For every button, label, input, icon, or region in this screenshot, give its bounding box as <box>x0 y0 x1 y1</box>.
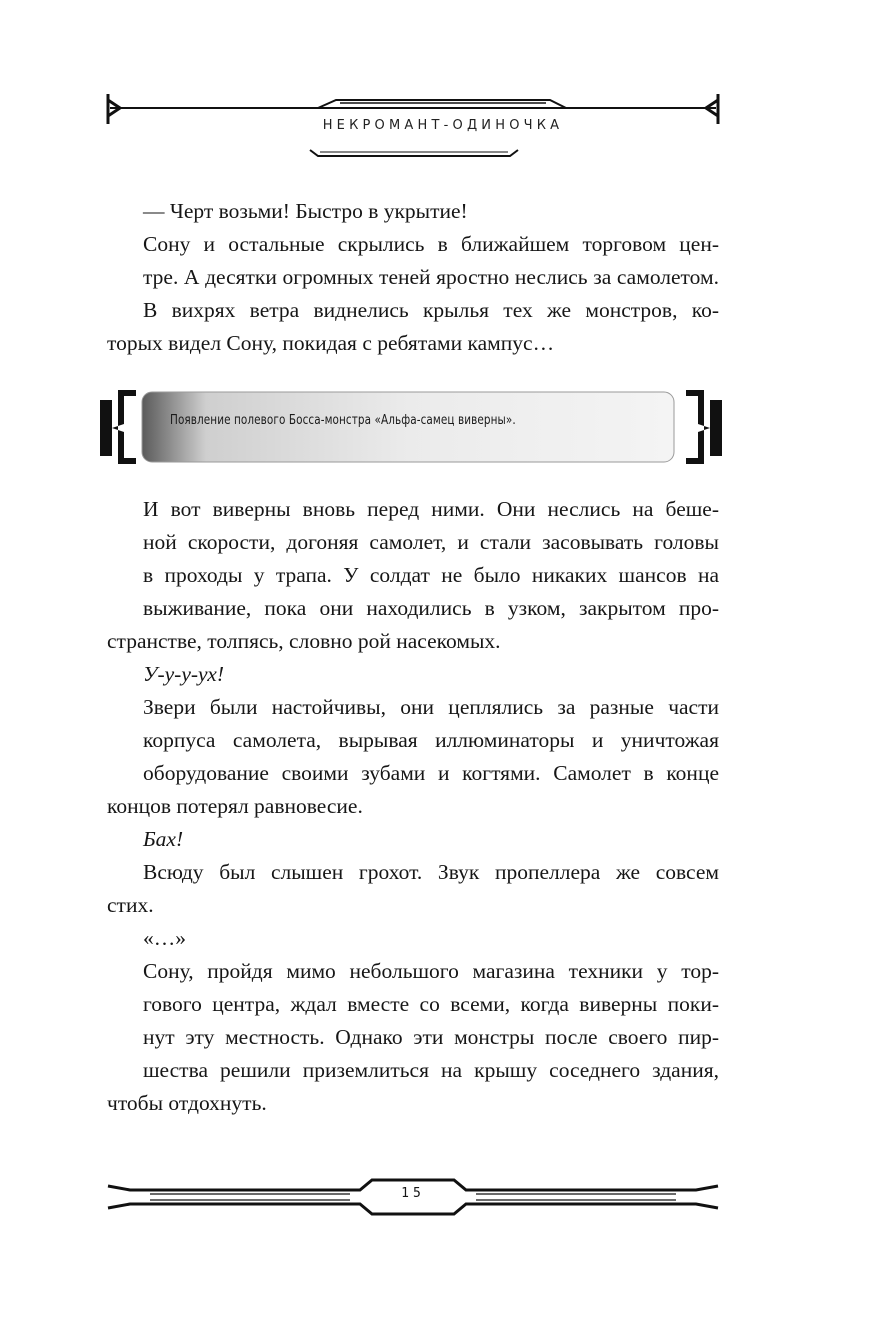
running-title: НЕКРОМАНТ-ОДИНОЧКА <box>322 118 564 133</box>
paragraph: — Черт возьми! Быстро в укрытие! <box>143 199 468 223</box>
paragraph: Звери были настойчивы, они цеплялись за разные части корпуса самолета, вырывая иллюминаторы и уничтожая оборудование своими зубами и когтями. Самолет в конце концов потерял равновесие. <box>107 695 719 818</box>
paragraph: «…» <box>143 926 186 950</box>
system-notice-box <box>0 0 886 480</box>
page-number: 15 <box>401 1186 425 1201</box>
paragraph: Сону, пройдя мимо небольшого магазина техники у тор- гового центра, ждал вместе со всеми, когда виверны поки- нут эту местность. Однако эти монстры после своего пир- шества решили приземлиться на крышу соседнего здания, чтобы отдохнуть. <box>107 959 719 1115</box>
paragraph-italic: Бах! <box>143 827 184 851</box>
paragraph: В вихрях ветра виднелись крылья тех же монстров, ко- торых видел Сону, покидая с ребятами кампус… <box>107 298 719 355</box>
paragraph: Сону и остальные скрылись в ближайшем торговом цен- тре. А десятки огромных теней яростно неслись за самолетом. <box>143 232 719 289</box>
paragraph-italic: У-у-у-ух! <box>143 662 224 686</box>
text-bottom <box>107 493 719 1120</box>
paragraph: И вот виверны вновь перед ними. Они неслись на беше- ной скорости, догоняя самолет, и стали засовывать головы в проходы у трапа. У солдат не было никаких шансов на выживание, пока они находились в узком, закрытом про- странстве, толпясь, словно рой насекомых. <box>107 497 719 653</box>
paragraph: Всюду был слышен грохот. Звук пропеллера же совсем стих. <box>107 860 719 917</box>
system-notice-text: Появление полевого Босса-монстра «Альфа-самец виверны». <box>170 412 516 428</box>
